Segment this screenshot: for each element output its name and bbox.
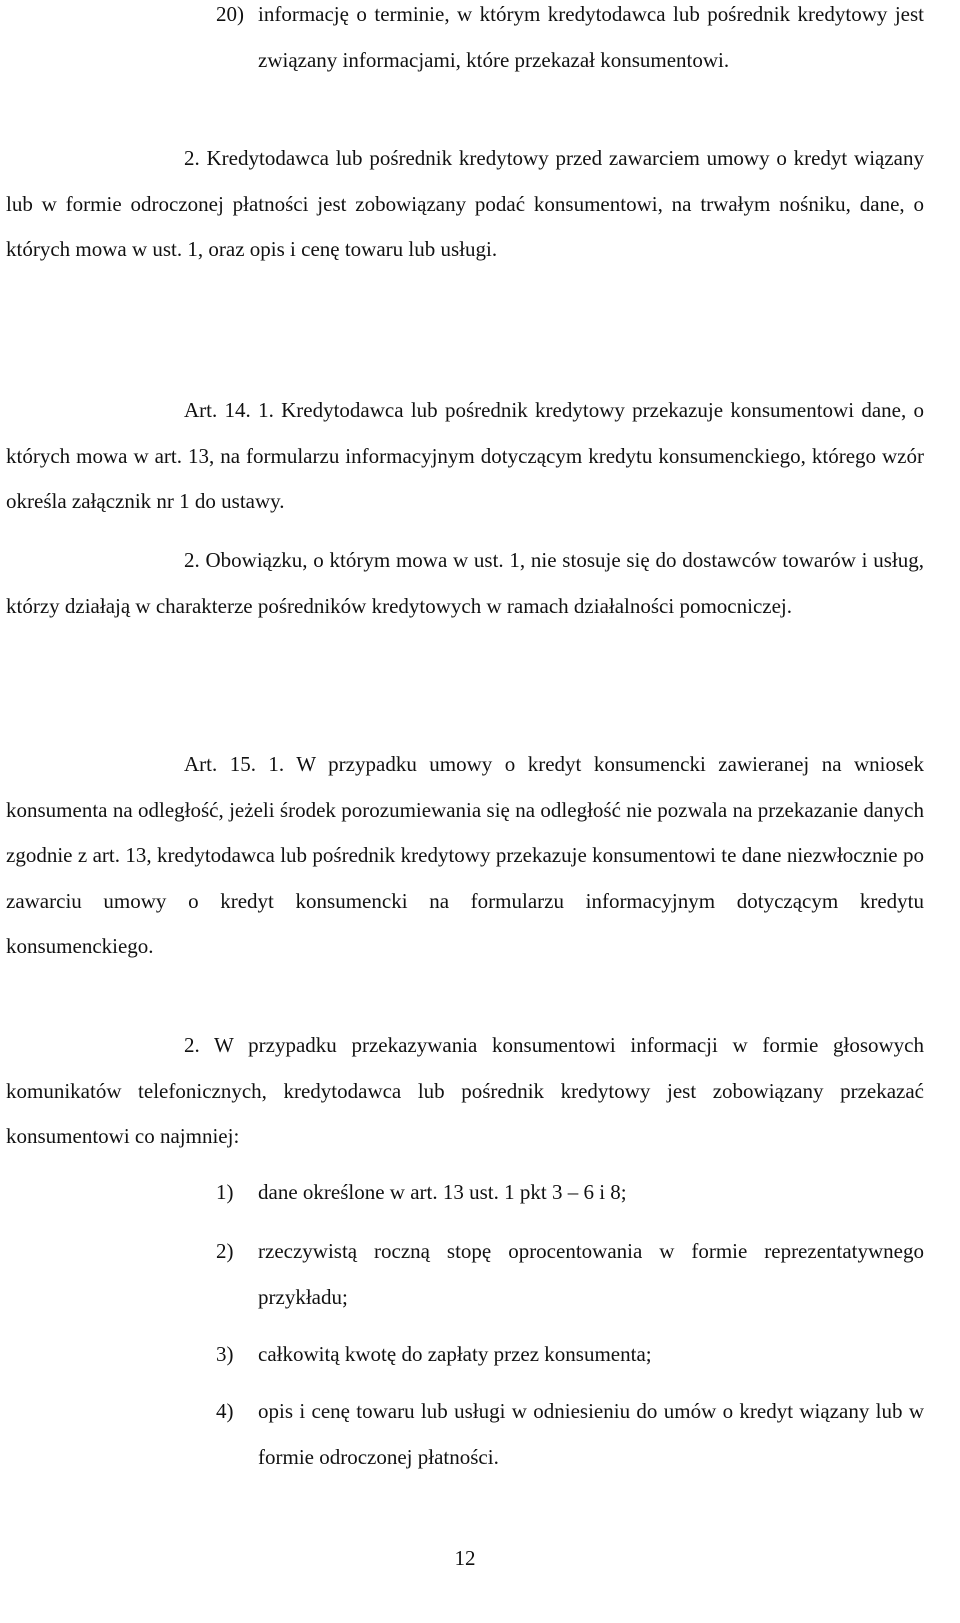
list-item-number: 3) <box>216 1342 234 1366</box>
art15-paragraph-1: Art. 15. 1. W przypadku umowy o kredyt konsumencki zawieranej na wniosek konsumenta na odległość, jeżeli środek porozumiewania się na odległość nie pozwala na przekazanie danych zgodnie z art. 13, kredytodawca lub pośrednik kredytowy przekazuje konsumentowi te dane niezwłocznie po zawarciu umowy o kredyt konsumencki na formularzu informacyjnym dotyczącym kredytu konsumenckiego. <box>6 752 924 958</box>
list-item-text: opis i cenę towaru lub usługi w odniesieniu do umów o kredyt wiązany lub w formie odroczonej płatności. <box>258 1399 924 1469</box>
art14-paragraph-1: Art. 14. 1. Kredytodawca lub pośrednik kredytowy przekazuje konsumentowi dane, o których mowa w art. 13, na formularzu informacyjnym dotyczącym kredytu konsumenckiego, którego wzór określa załącznik nr 1 do ustawy. <box>6 398 924 513</box>
art15-paragraph-2: 2. W przypadku przekazywania konsumentowi informacji w formie głosowych komunikatów telefonicznych, kredytodawca lub pośrednik kredytowy jest zobowiązany przekazać konsumentowi co najmniej: <box>6 1033 924 1148</box>
list-item-number: 2) <box>216 1239 234 1263</box>
art14-paragraph-2: 2. Obowiązku, o którym mowa w ust. 1, nie stosuje się do dostawców towarów i usług, którzy działają w charakterze pośredników kredytowych w ramach działalności pomocniczej. <box>6 548 924 618</box>
list-item-text: całkowitą kwotę do zapłaty przez konsumenta; <box>258 1342 652 1366</box>
list-item-text: rzeczywistą roczną stopę oprocentowania w formie reprezentatywnego przykładu; <box>258 1239 924 1309</box>
list-item-number: 1) <box>216 1180 234 1204</box>
list-item-number: 4) <box>216 1399 234 1423</box>
art13-paragraph-2: 2. Kredytodawca lub pośrednik kredytowy przed zawarciem umowy o kredyt wiązany lub w formie odroczonej płatności jest zobowiązany podać konsumentowi, na trwałym nośniku, dane, o których mowa w ust. 1, oraz opis i cenę towaru lub usługi. <box>6 146 924 261</box>
page-number: 12 <box>454 1546 476 1570</box>
list-item-number: 20) <box>216 2 244 26</box>
list-item-text: informację o terminie, w którym kredytodawca lub pośrednik kredytowy jest związany informacjami, które przekazał konsumentowi. <box>258 2 924 72</box>
list-item-text: dane określone w art. 13 ust. 1 pkt 3 – 6 i 8; <box>258 1180 627 1204</box>
